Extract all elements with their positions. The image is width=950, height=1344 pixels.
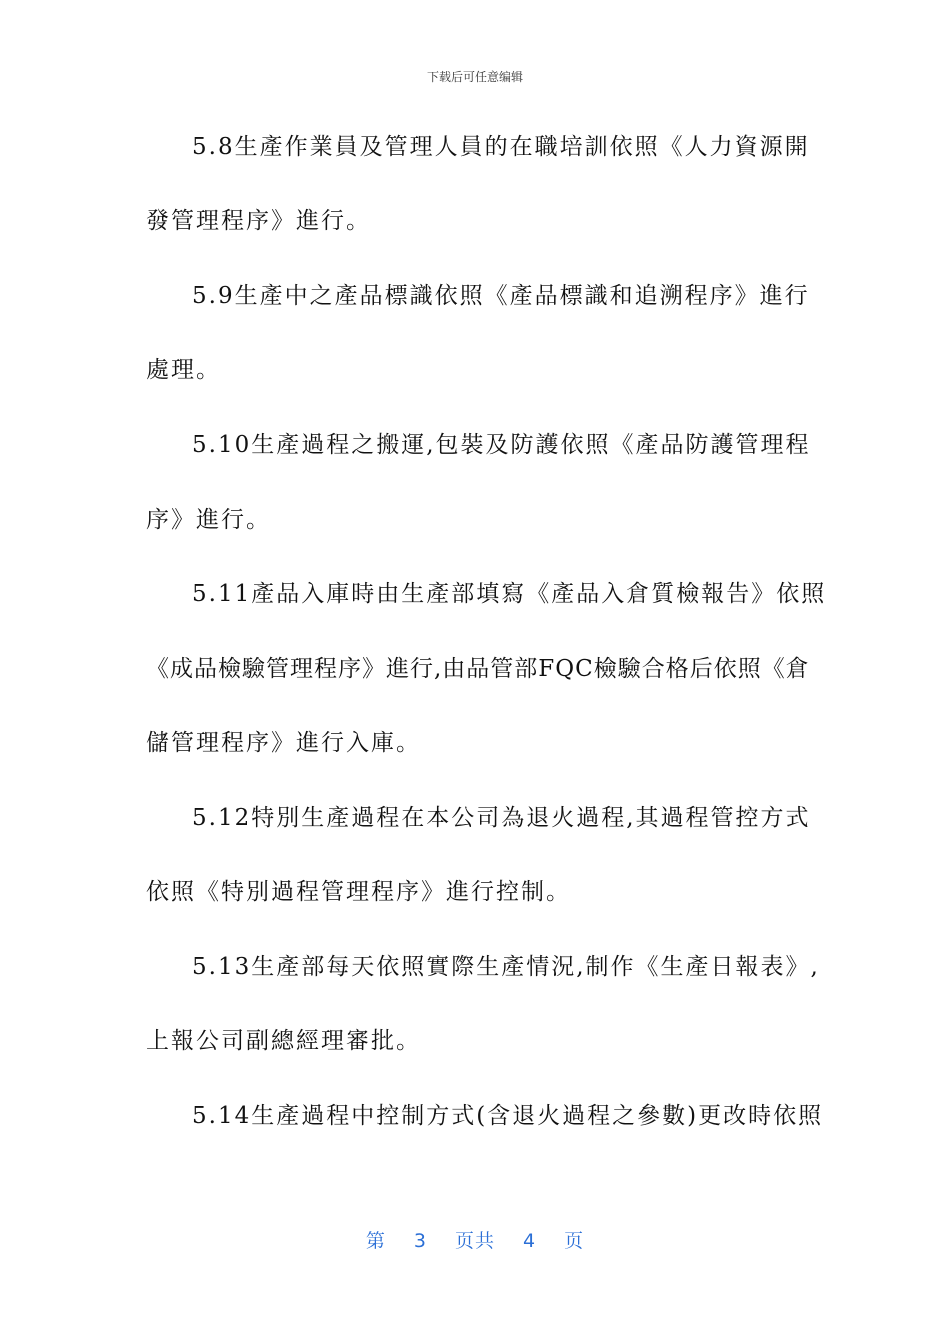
page-label-suffix: 页 [564, 1230, 585, 1252]
current-page-number: 3 [413, 1230, 427, 1252]
header-note: 下载后可任意编辑 [426, 70, 523, 84]
text-line: 上報公司副總經理審批。 [146, 1028, 421, 1054]
page-label-prefix: 第 [365, 1230, 386, 1252]
text-line: 5.11產品入庫時由生產部填寫《產品入倉質檢報告》依照 [192, 581, 827, 607]
text-line: 《成品檢驗管理程序》進行,由品管部FQC檢驗合格后依照《倉 [146, 656, 810, 682]
text-line: 依照《特別過程管理程序》進行控制。 [146, 879, 571, 905]
text-line: 發管理程序》進行。 [146, 208, 371, 234]
text-line: 5.10生產過程之搬運,包裝及防護依照《產品防護管理程 [192, 432, 811, 458]
text-line: 5.13生產部每天依照實際生產情況,制作《生產日報表》, [192, 954, 820, 980]
text-line: 5.12特別生產過程在本公司為退火過程,其過程管控方式 [192, 805, 811, 831]
text-line: 5.9生產中之產品標識依照《產品標識和追溯程序》進行 [192, 283, 810, 309]
text-line: 5.14生產過程中控制方式(含退火過程之參數)更改時依照 [192, 1103, 824, 1129]
text-line: 處理。 [146, 357, 221, 383]
text-line: 5.8生產作業員及管理人員的在職培訓依照《人力資源開 [192, 134, 810, 160]
page-number-footer [0, 1226, 950, 1253]
text-line: 序》進行。 [146, 507, 271, 533]
text-line: 儲管理程序》進行入庫。 [146, 730, 421, 756]
page-label-mid: 页共 [454, 1230, 495, 1252]
total-pages-number: 4 [523, 1230, 537, 1252]
